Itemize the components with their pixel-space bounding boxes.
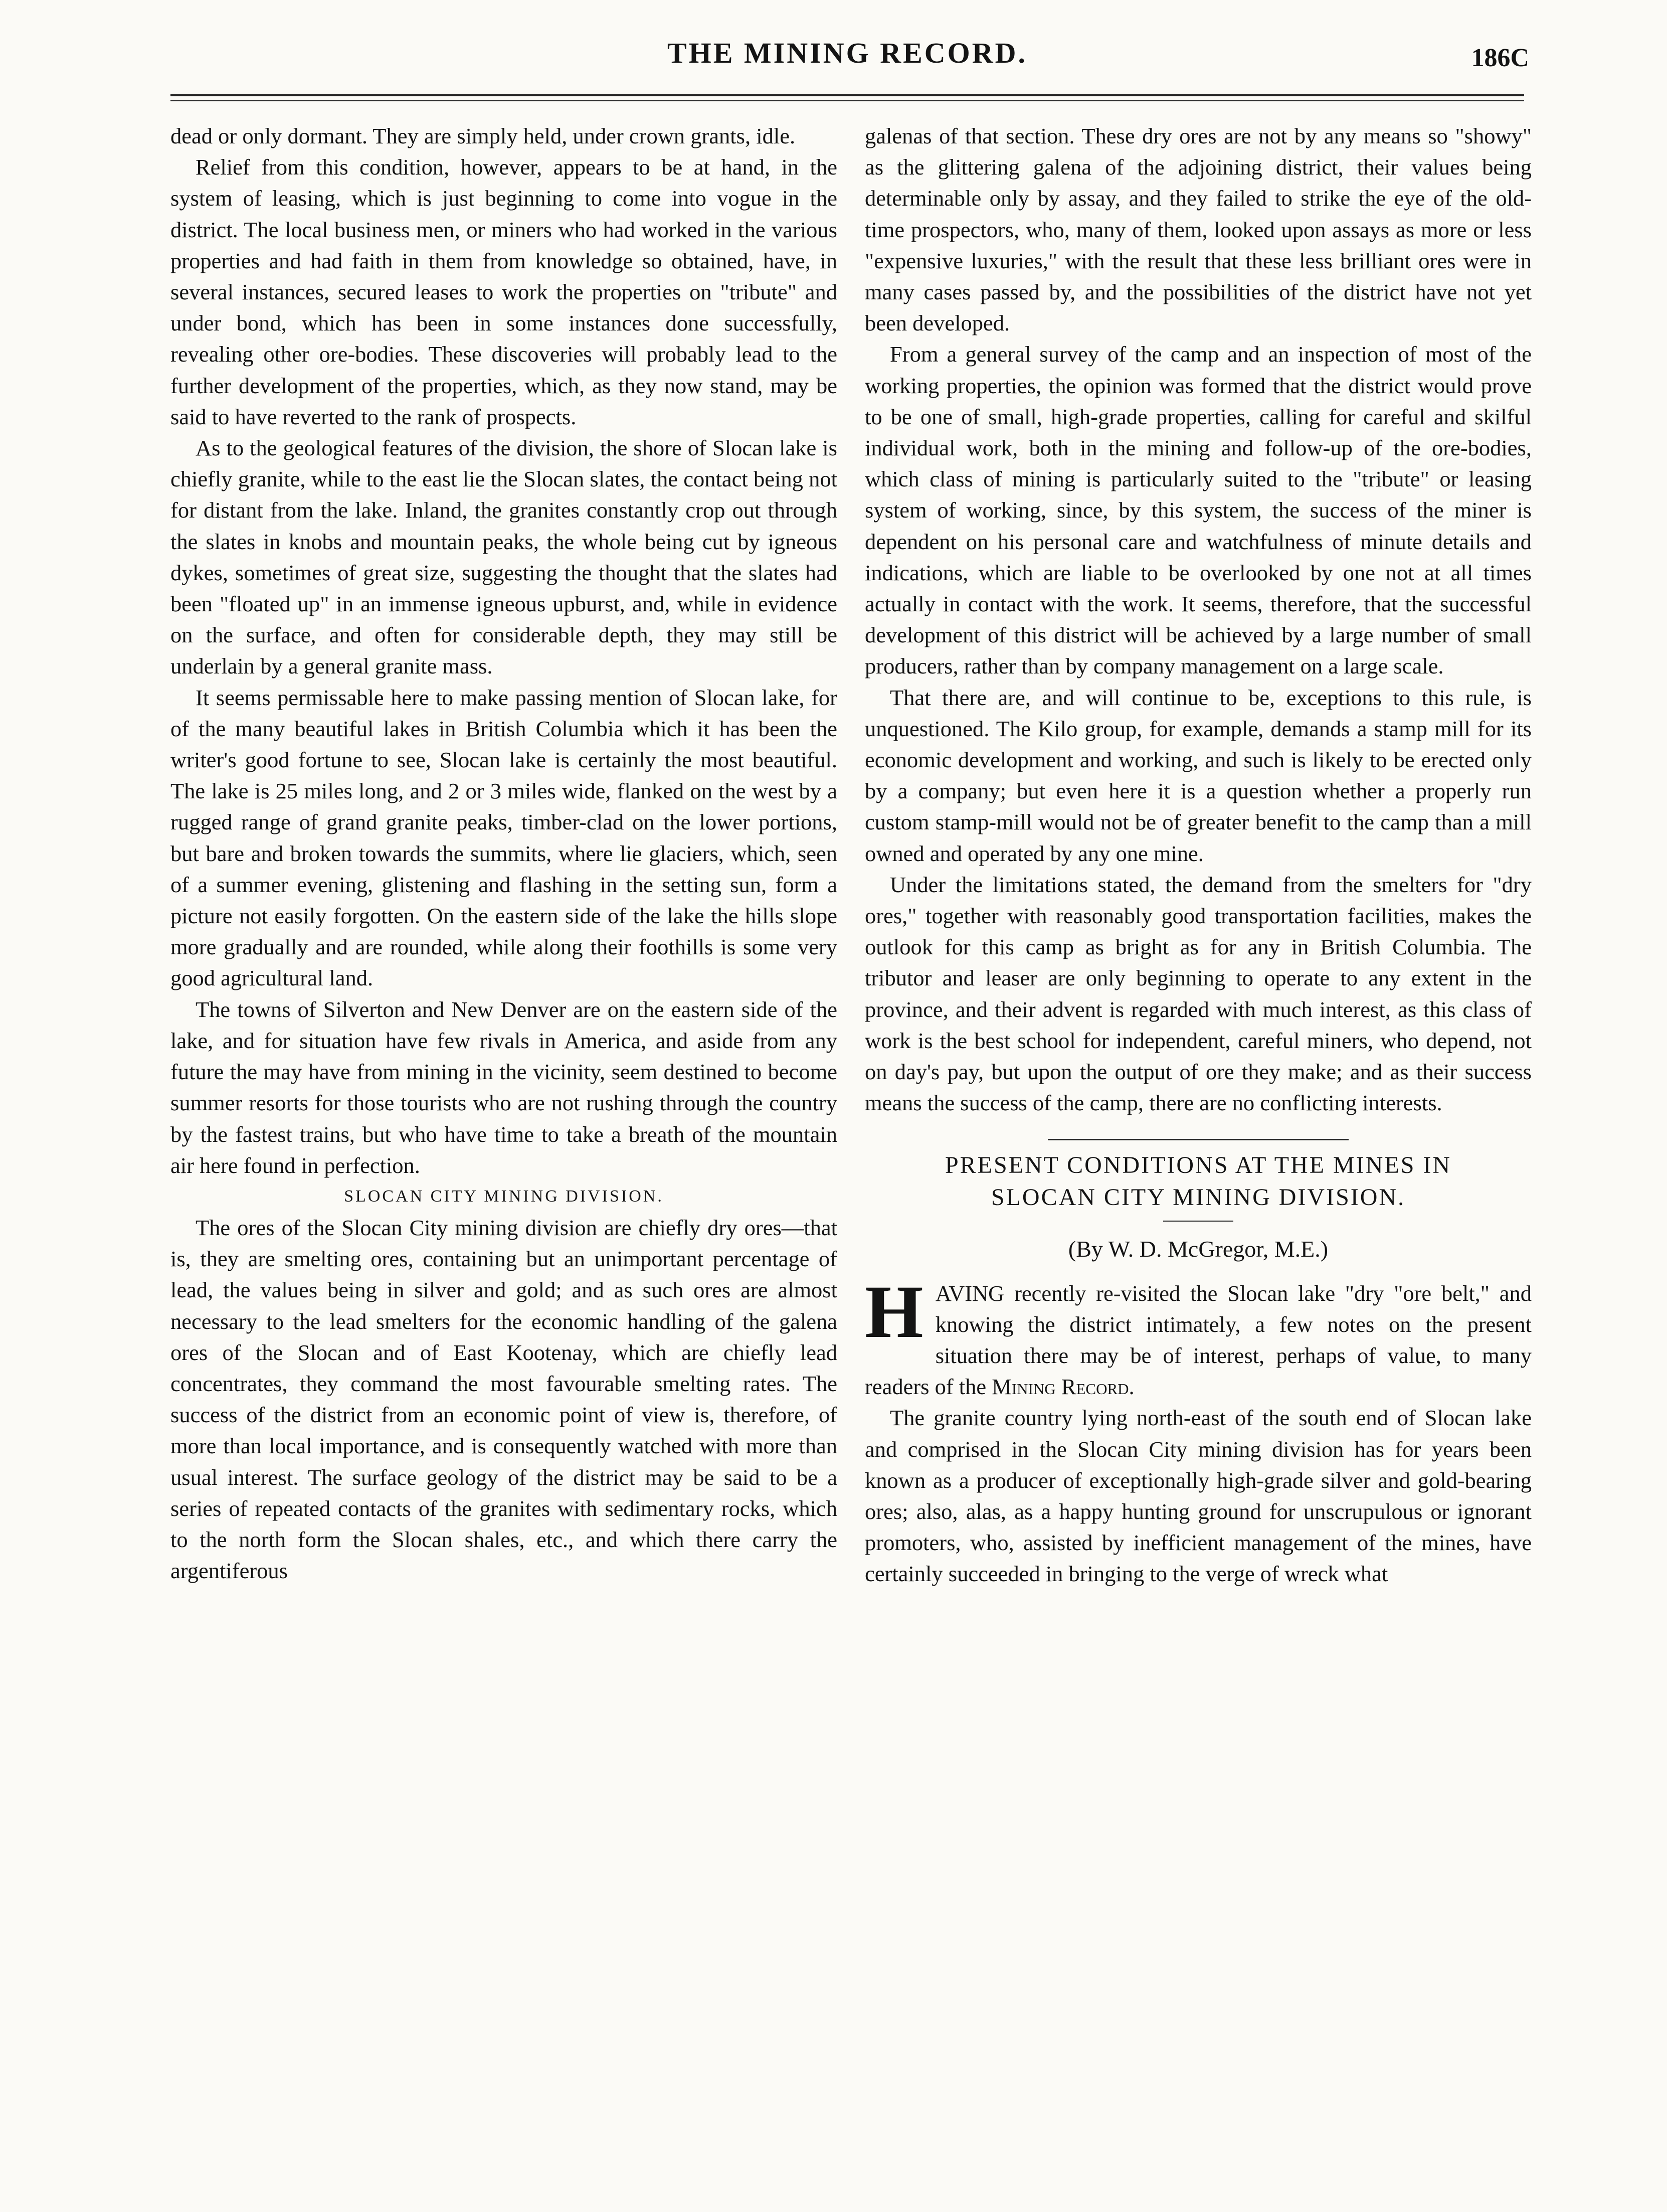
- paragraph: That there are, and will continue to be, exceptions to this rule, is unquestioned. The Kilo group, for example, demands a stamp mill for its economic development and working, and such is likely to be erected only by a company; but even here it is a question whether a properly run custom stamp-mill would not be of greater benefit to the camp than a mill owned and operated by any one mine.: [865, 685, 1532, 866]
- article-title-line-2: SLOCAN CITY MINING DIVISION.: [991, 1183, 1406, 1211]
- right-column: [865, 120, 1532, 1590]
- opening-text: AVING recently re-visited the Slocan lake "dry "ore belt," and knowing the district intimately, a few notes on the present situation there may be of interest, perhaps of value, to many readers of the: [865, 1280, 1532, 1400]
- paragraph: dead or only dormant. They are simply held, under crown grants, idle.: [170, 123, 796, 148]
- section-subheading: SLOCAN CITY MINING DIVISION.: [344, 1186, 664, 1206]
- paragraph: Relief from this condition, however, appears to be at hand, in the system of leasing, which is just beginning to come into vogue in the district. The local business men, or miners who had worked in the various properties and had faith in them from knowledge so obtained, have, in several instances, secured leases to work the properties on "tribute" and under bond, which has been in some instances done successfully, revealing other ore-bodies. These discoveries will probably lead to the further development of the properties, which, as they now stand, may be said to have reverted to the rank of prospects.: [170, 154, 837, 429]
- byline: (By W. D. McGregor, M.E.): [1068, 1236, 1329, 1262]
- journal-title: THE MINING RECORD.: [667, 37, 1028, 69]
- title-divider: [1163, 1221, 1233, 1222]
- drop-cap: H: [865, 1270, 923, 1353]
- paragraph: From a general survey of the camp and an inspection of most of the working properties, the opinion was formed that the district would prove to be one of small, high-grade properties, calling for careful and skilful individual work, both in the mining and follow-up of the ore-bodies, which class of mining is particularly suited to the "tribute" or leasing system of working, since, by this system, the success of the miner is dependent on his personal care and watchfulness of minute details and indications, which are liable to be overlooked by one not at all times actually in contact with the work. It seems, therefore, that the successful development of this district will be achieved by a large number of small producers, rather than by company management on a large scale.: [865, 342, 1532, 679]
- article-title-line-1: PRESENT CONDITIONS AT THE MINES IN: [945, 1151, 1452, 1178]
- paragraph: It seems permissable here to make passing mention of Slocan lake, for of the many beautiful lakes in British Columbia which it has been the writer's good fortune to see, Slocan lake is certainly the most beautiful. The lake is 25 miles long, and 2 or 3 miles wide, flanked on the west by a rugged range of grand granite peaks, timber-clad on the lower portions, but bare and broken towards the summits, where lie glaciers, which, seen of a summer evening, glistening and flashing in the setting sun, form a picture not easily forgotten. On the eastern side of the lake the hills slope more gradually and are rounded, while along their foothills is some very good agricultural land.: [170, 685, 837, 991]
- left-column: [170, 120, 837, 1586]
- paragraph: The ores of the Slocan City mining division are chiefly dry ores—that is, they are smelting ores, containing but an unimportant percentage of lead, the values being in silver and gold; and as such ores are almost necessary to the lead smelters for the economic handling of the galena ores of the Slocan and of East Kootenay, which are chiefly lead concentrates, they command the most favourable smelting rates. The success of the district from an economic point of view is, therefore, of more than local importance, and is consequently watched with more than usual interest. The surface geology of the district may be said to be a series of repeated contacts of the granites with sedimentary rocks, which to the north form the Slocan shales, etc., and which there carry the argentiferous: [170, 1215, 837, 1584]
- paragraph: Under the limitations stated, the demand from the smelters for "dry ores," together with reasonably good transportation facilities, makes the outlook for this camp as bright as for any in British Columbia. The tributor and leaser are only beginning to operate to any extent in the province, and their advent is regarded with much interest, as this class of work is the best school for independent, careful miners, who depend, not on day's pay, but upon the output of ore they make; and as their success means the success of the camp, there are no conflicting interests.: [865, 872, 1532, 1116]
- section-divider: [1048, 1139, 1349, 1140]
- paragraph: The granite country lying north-east of the south end of Slocan lake and comprised in the Slocan City mining division has for years been known as a producer of exceptionally high-grade silver and gold-bearing ores; also, alas, as a happy hunting ground for unscrupulous or ignorant promoters, who, assisted by inefficient management of the mines, have certainly succeeded in bringing to the verge of wreck what: [865, 1405, 1532, 1587]
- page-header: [170, 35, 1529, 75]
- paragraph: As to the geological features of the division, the shore of Slocan lake is chiefly granite, while to the east lie the Slocan slates, the contact being not for distant from the lake. Inland, the granites constantly crop out through the slates in knobs and mountain peaks, the whole being cut by igneous dykes, sometimes of great size, suggesting the thought that the slates had been "floated up" in an immense igneous upburst, and, while in evidence on the surface, and often for considerable depth, they may still be underlain by a general granite mass.: [170, 435, 837, 679]
- header-rule-thin: [170, 100, 1524, 101]
- paragraph: galenas of that section. These dry ores are not by any means so "showy" as the glittering galena of the adjoining district, their values being determinable only by assay, and they failed to strike the eye of the old-time prospectors, who, many of them, looked upon assays as more or less "expensive luxuries," with the result that these less brilliant ores were in many cases passed by, and the possibilities of the district have not yet been developed.: [865, 123, 1532, 336]
- opening-paragraph: [865, 1270, 1532, 1403]
- header-rule-thick: [170, 94, 1524, 96]
- journal-name: Mining Record.: [992, 1374, 1135, 1400]
- paragraph: The towns of Silverton and New Denver are on the eastern side of the lake, and for situation have few rivals in America, and aside from any future the may have from mining in the vicinity, seem destined to become summer resorts for those tourists who are not rushing through the country by the fastest trains, but who have time to take a breath of the mountain air here found in perfection.: [170, 996, 837, 1178]
- page-number: 186C: [1471, 44, 1529, 72]
